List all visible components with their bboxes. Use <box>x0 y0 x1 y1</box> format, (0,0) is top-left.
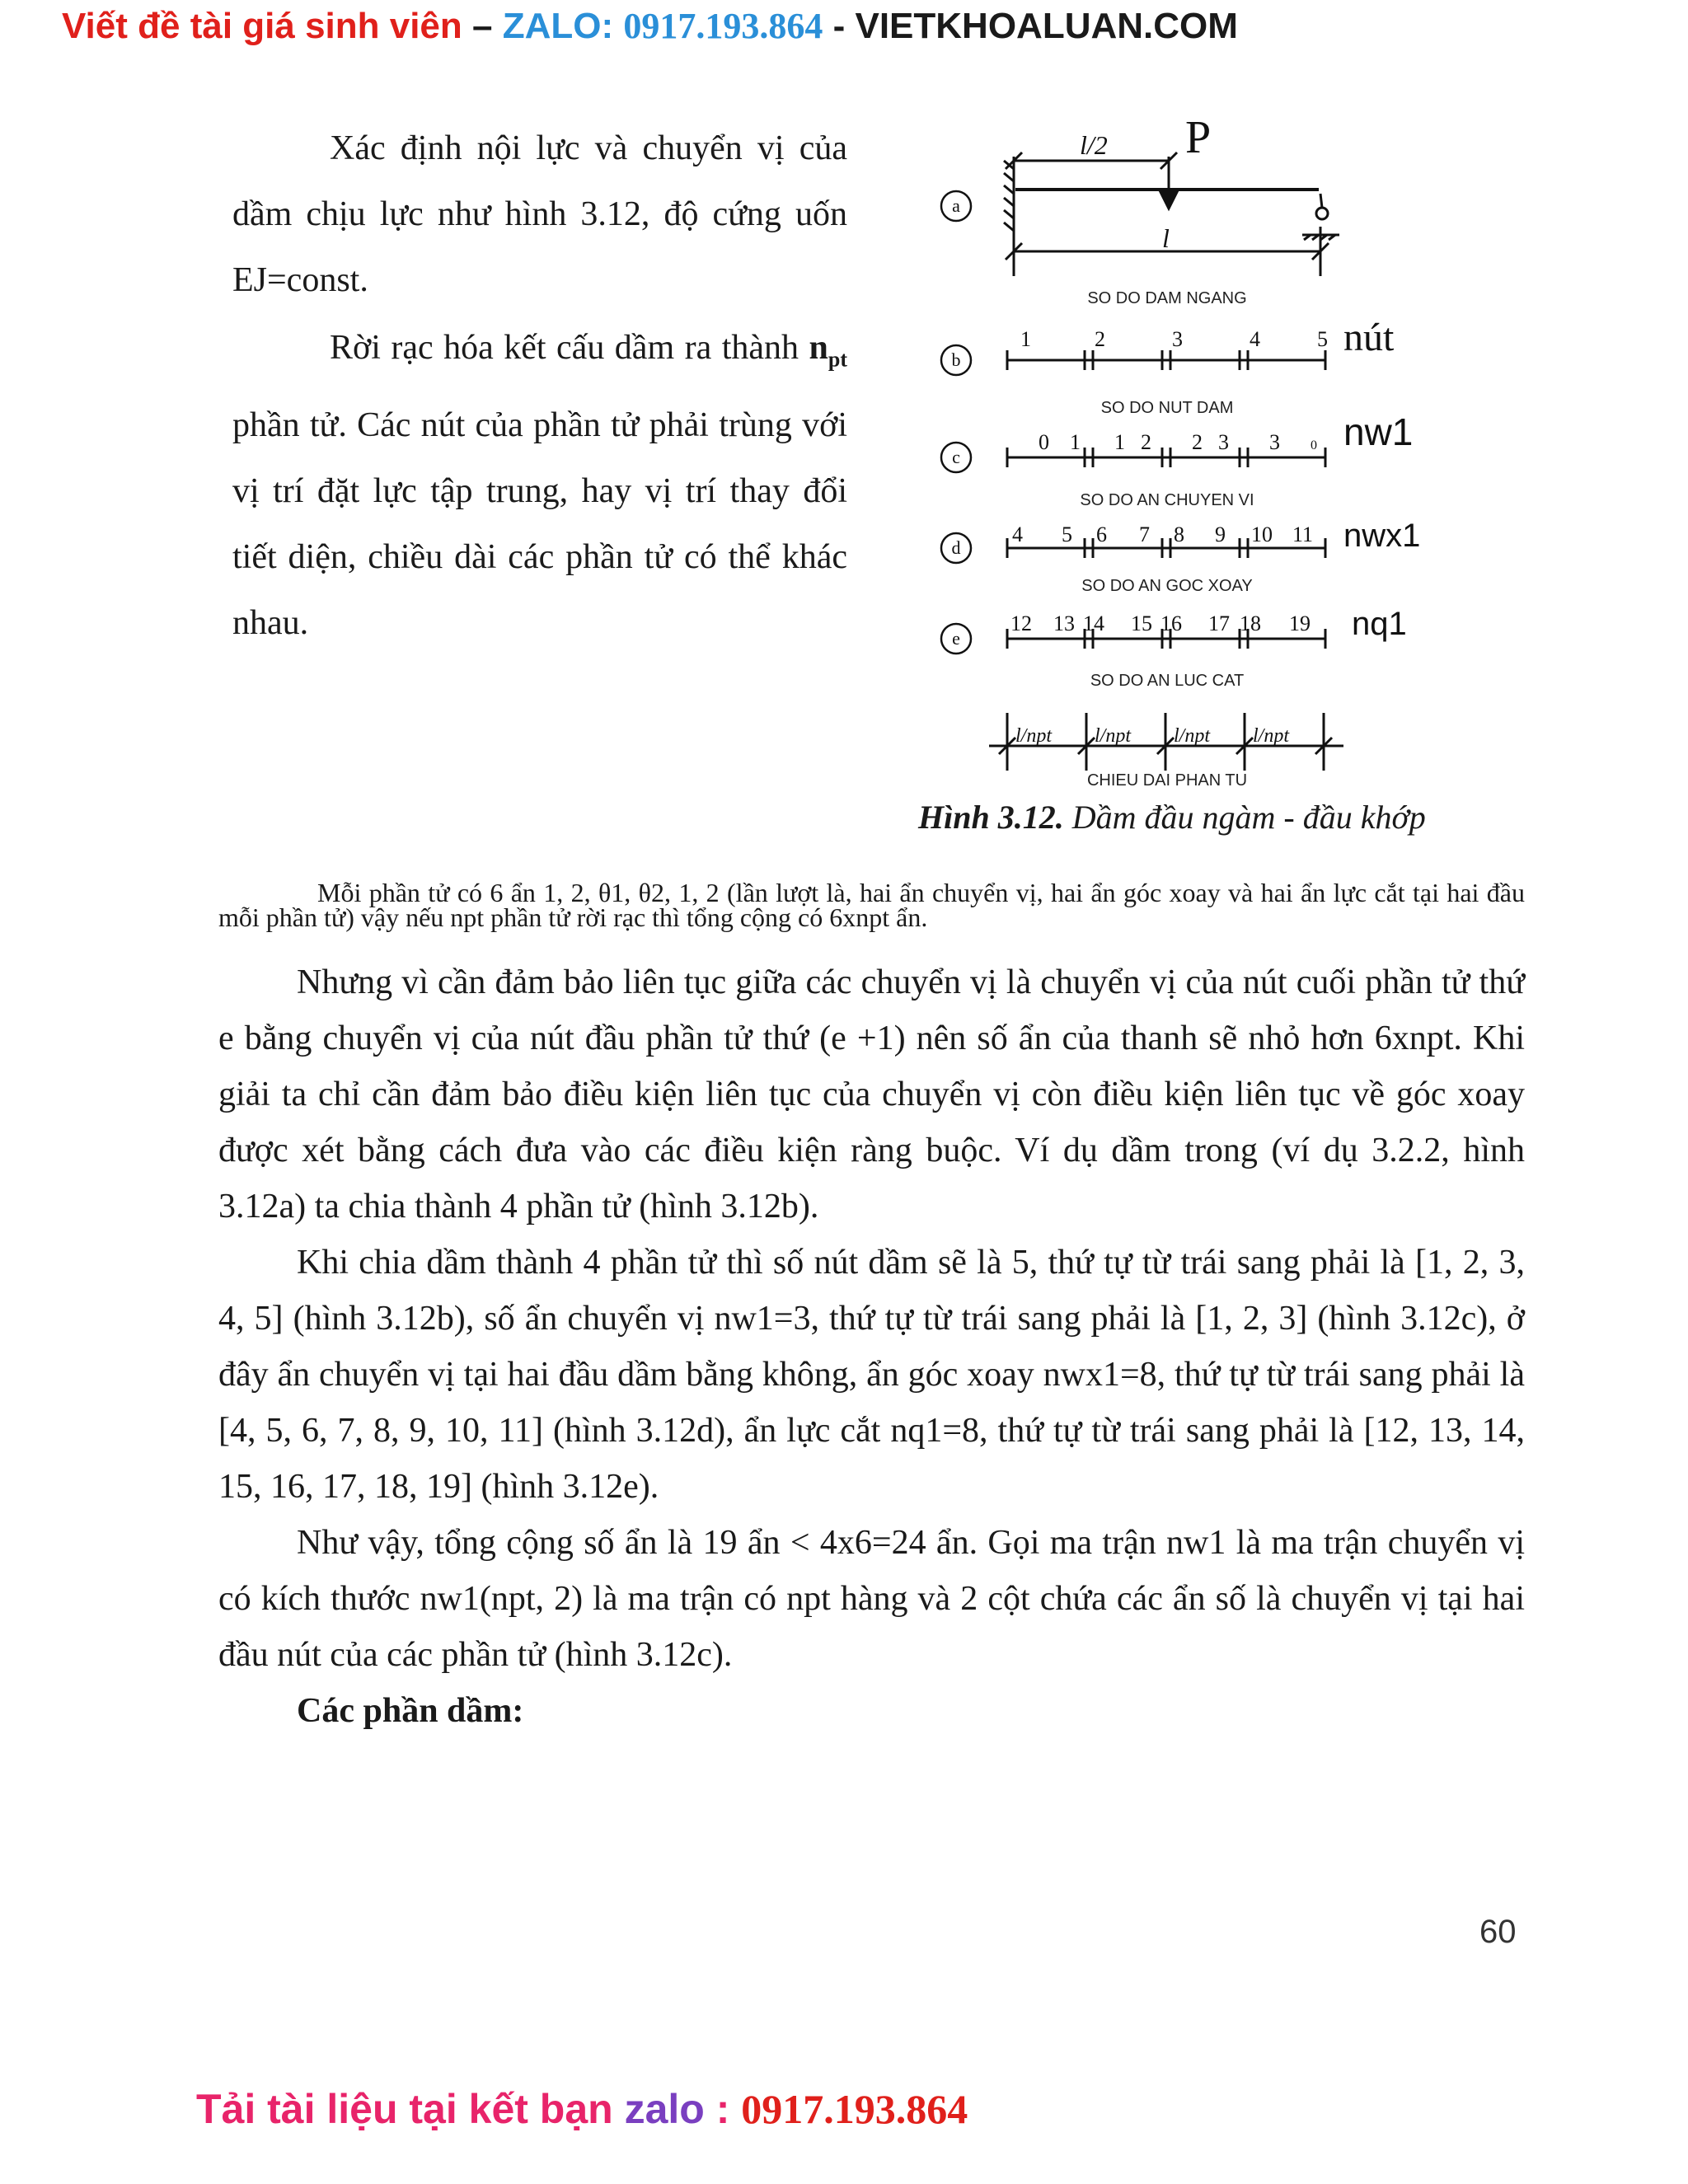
body-text <box>218 954 1525 1739</box>
e-node-8: 19 <box>1289 612 1311 635</box>
d-node-3: 6 <box>1096 523 1107 546</box>
segment-1: l/npt <box>1015 725 1053 747</box>
caption-e: SO DO AN LUC CAT <box>1090 672 1245 690</box>
intro-paragraph-1: Xác định nội lực và chuyển vị của dầm chịu lực như hình 3.12, độ cứng uốn EJ=const. <box>232 129 847 299</box>
half-length-label: l/2 <box>1080 130 1108 160</box>
intro-paragraph-2 <box>232 315 847 656</box>
d-node-2: 5 <box>1062 523 1072 546</box>
d-node-5: 8 <box>1174 523 1184 546</box>
header-site: VIETKHOALUAN.COM <box>855 6 1238 46</box>
d-node-1: 4 <box>1012 523 1023 546</box>
e-node-1: 12 <box>1010 612 1032 635</box>
c-node-8: 0 <box>1311 438 1317 452</box>
e-tag: nq1 <box>1352 606 1407 642</box>
label-d: d <box>951 537 961 558</box>
c-node-3: 1 <box>1114 430 1125 454</box>
beam-figure <box>923 111 1434 837</box>
load-label: P <box>1185 112 1212 163</box>
c-node-5: 2 <box>1192 430 1203 454</box>
label-e: e <box>952 628 960 649</box>
c-node-2: 1 <box>1070 430 1081 454</box>
npt-sub: pt <box>828 347 847 372</box>
page-footer <box>196 2085 968 2133</box>
length-label: l <box>1162 223 1170 253</box>
body-paragraph-1: Nhưng vì cần đảm bảo liên tục giữa các chuyển vị là chuyển vị của nút cuối phần tử thứ e bằng chuyển vị của nút đầu phần tử thứ (e +1) nên số ẩn của thanh sẽ nhỏ hơn 6xnpt. Khi giải ta chỉ cần đảm bảo điều kiện liên tục của chuyển vị còn điều kiện liên tục về góc xoay được xét bằng cách đưa vào các điều kiện ràng buộc. Ví dụ dầm trong (ví dụ 3.2.2, hình 3.12a) ta chia thành 4 phần tử (hình 3.12b). <box>218 963 1525 1226</box>
e-node-7: 18 <box>1240 612 1261 635</box>
c-tag: nw1 <box>1343 410 1414 453</box>
intro-p2-end: phần tử. Các nút của phần tử phải trùng với vị trí đặt lực tập trung, hay vị trí thay đổi tiết diện, chiều dài các phần tử có thể khác nhau. <box>232 406 847 643</box>
header-zalo-number: 0917.193.864 <box>623 6 823 46</box>
e-node-2: 13 <box>1053 612 1075 635</box>
segment-3: l/npt <box>1174 725 1211 747</box>
caption-c: SO DO AN CHUYEN VI <box>1080 491 1254 509</box>
e-node-6: 17 <box>1208 612 1230 635</box>
caption-d: SO DO AN GOC XOAY <box>1081 577 1253 595</box>
d-node-4: 7 <box>1139 523 1150 546</box>
label-b: b <box>951 349 961 370</box>
beam-diagram <box>923 111 1434 837</box>
body-paragraph-2: Khi chia dầm thành 4 phần tử thì số nút dầm sẽ là 5, thứ tự từ trái sang phải là [1, 2, 3, 4, 5] (hình 3.12b), số ẩn chuyển vị nw1=3, thứ tự từ trái sang phải là [1, 2, 3] (hình 3.12c), ở đây ẩn chuyển vị tại hai đầu dầm bằng không, ẩn góc xoay nwx1=8, thứ tự từ trái sang phải là [4, 5, 6, 7, 8, 9, 10, 11] (hình 3.12d), ẩn lực cắt nq1=8, thứ tự từ trái sang phải là [12, 13, 14, 15, 16, 17, 18, 19] (hình 3.12e). <box>218 1244 1525 1506</box>
page-header <box>62 5 1238 47</box>
page-number: 60 <box>1479 1914 1517 1950</box>
b-node-1: 1 <box>1020 327 1031 351</box>
c-node-6: 3 <box>1218 430 1229 454</box>
header-zalo-label: ZALO: <box>502 6 624 46</box>
note-text <box>218 880 1525 930</box>
e-node-5: 16 <box>1160 612 1182 635</box>
c-node-7: 3 <box>1269 430 1280 454</box>
intro-text <box>232 115 847 656</box>
header-dash-2: - <box>823 6 856 46</box>
header-tagline: Viết đề tài giá sinh viên <box>62 6 462 46</box>
header-dash: – <box>462 6 503 46</box>
footer-zalo: zalo <box>624 2086 705 2132</box>
body-paragraph-3: Như vậy, tổng cộng số ẩn là 19 ẩn < 4x6=24 ẩn. Gọi ma trận nw1 là ma trận chuyển vị có kích thước nw1(npt, 2) là ma trận có npt hàng và 2 cột chứa các ẩn số là chuyển vị tại hai đầu nút của các phần tử (hình 3.12c). <box>218 1524 1525 1674</box>
b-node-3: 3 <box>1172 327 1183 351</box>
figure-caption-title: Hình 3.12. <box>918 799 1064 836</box>
e-node-4: 15 <box>1131 612 1152 635</box>
d-tag: nwx1 <box>1343 518 1421 554</box>
c-node-4: 2 <box>1141 430 1151 454</box>
footer-text: Tải tài liệu tại kết bạn <box>196 2086 625 2132</box>
figure-caption <box>918 798 1446 837</box>
intro-p2-start: Rời rạc hóa kết cấu dầm ra thành <box>330 329 809 367</box>
d-node-6: 9 <box>1215 523 1226 546</box>
npt-n: n <box>809 329 828 367</box>
section-heading: Các phần dầm: <box>297 1692 524 1730</box>
note-paragraph: Mỗi phần tử có 6 ẩn 1, 2, θ1, θ2, 1, 2 (lần lượt là, hai ẩn chuyển vị, hai ẩn góc xoay và hai ẩn lực cắt tại hai đầu mỗi phần tử) vậy nếu npt phần tử rời rạc thì tổng cộng có 6xnpt ẩn. <box>218 878 1525 932</box>
d-node-7: 10 <box>1251 523 1273 546</box>
b-node-5: 5 <box>1317 327 1328 351</box>
c-node-1: 0 <box>1039 430 1049 454</box>
b-node-2: 2 <box>1095 327 1105 351</box>
footer-colon: : <box>704 2086 742 2132</box>
caption-a: SO DO DAM NGANG <box>1087 289 1247 307</box>
segment-2: l/npt <box>1095 725 1132 747</box>
figure-caption-text: Dầm đầu ngàm - đầu khớp <box>1063 799 1426 836</box>
label-c: c <box>952 447 960 467</box>
npt-symbol <box>809 329 847 372</box>
segment-4: l/npt <box>1253 725 1290 747</box>
d-node-8: 11 <box>1292 523 1314 546</box>
b-node-4: 4 <box>1250 327 1260 351</box>
b-tag: nút <box>1343 316 1395 359</box>
footer-number: 0917.193.864 <box>741 2086 968 2132</box>
caption-f: CHIEU DAI PHAN TU <box>1086 771 1248 790</box>
e-node-3: 14 <box>1083 612 1104 635</box>
caption-b: SO DO NUT DAM <box>1100 399 1234 417</box>
label-a: a <box>952 195 960 216</box>
